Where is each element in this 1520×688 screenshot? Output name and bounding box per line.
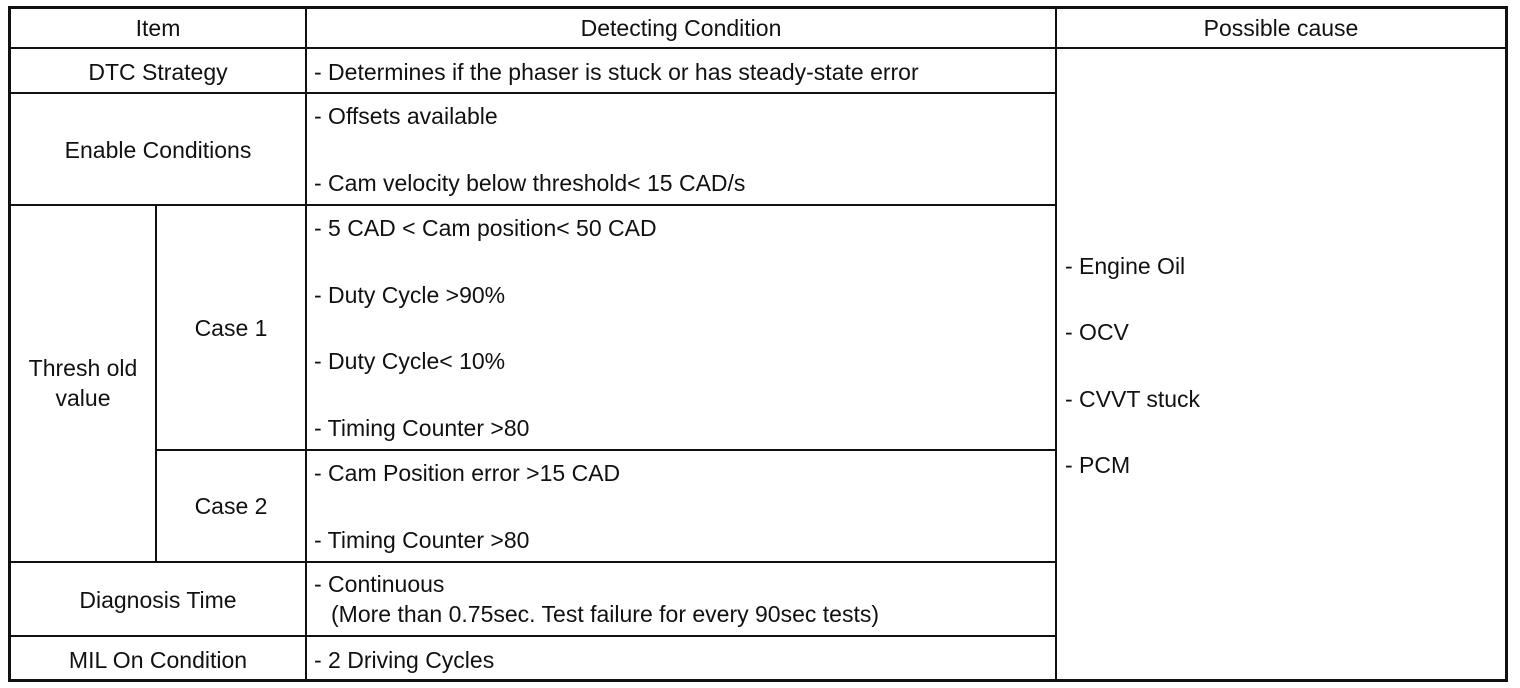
cause-engine-oil: - Engine Oil [1065, 253, 1186, 279]
row-label-case-2: Case 2 [194, 493, 268, 519]
condition-timing-counter-case2: - Timing Counter >80 [314, 527, 530, 553]
condition-duty-cycle-low: - Duty Cycle< 10% [314, 348, 506, 374]
condition-continuous: - Continuous [314, 571, 445, 597]
row-label-mil-on-condition: MIL On Condition [68, 647, 248, 673]
row-label-case-1: Case 1 [194, 315, 268, 341]
row-label-diagnosis-time: Diagnosis Time [79, 587, 237, 613]
header-detecting-condition: Detecting Condition [580, 15, 782, 41]
threshold-label-line1: Thresh old [28, 355, 138, 381]
condition-cam-velocity: - Cam velocity below threshold< 15 CAD/s [314, 170, 746, 196]
header-possible-cause: Possible cause [1203, 15, 1359, 41]
row-divider [8, 561, 1057, 563]
condition-cam-position-range: - 5 CAD < Cam position< 50 CAD [314, 215, 657, 241]
condition-cam-position-error: - Cam Position error >15 CAD [314, 460, 621, 486]
row-label-dtc-strategy: DTC Strategy [88, 59, 228, 85]
row-label-enable-conditions: Enable Conditions [64, 137, 252, 163]
threshold-label-line2: value [55, 385, 111, 411]
col-divider-condition [1055, 6, 1057, 682]
row-divider [8, 635, 1057, 637]
condition-duty-cycle-high: - Duty Cycle >90% [314, 282, 506, 308]
condition-driving-cycles: - 2 Driving Cycles [314, 647, 495, 673]
condition-offsets-available: - Offsets available [314, 103, 498, 129]
condition-timing-counter-case1: - Timing Counter >80 [314, 415, 530, 441]
header-divider [8, 47, 1508, 49]
cause-pcm: - PCM [1065, 452, 1131, 478]
table-border [8, 6, 1508, 682]
cause-ocv: - OCV [1065, 319, 1129, 345]
cause-cvvt-stuck: - CVVT stuck [1065, 386, 1201, 412]
row-label-threshold-value [11, 353, 155, 413]
condition-dtc-strategy: - Determines if the phaser is stuck or has steady-state error [314, 59, 919, 85]
col-divider-item [305, 6, 307, 682]
row-divider [8, 204, 1057, 206]
row-divider [155, 449, 1057, 451]
condition-continuous-detail: (More than 0.75sec. Test failure for every 90sec tests) [331, 601, 879, 627]
header-item: Item [135, 15, 181, 41]
row-divider [8, 92, 1057, 94]
